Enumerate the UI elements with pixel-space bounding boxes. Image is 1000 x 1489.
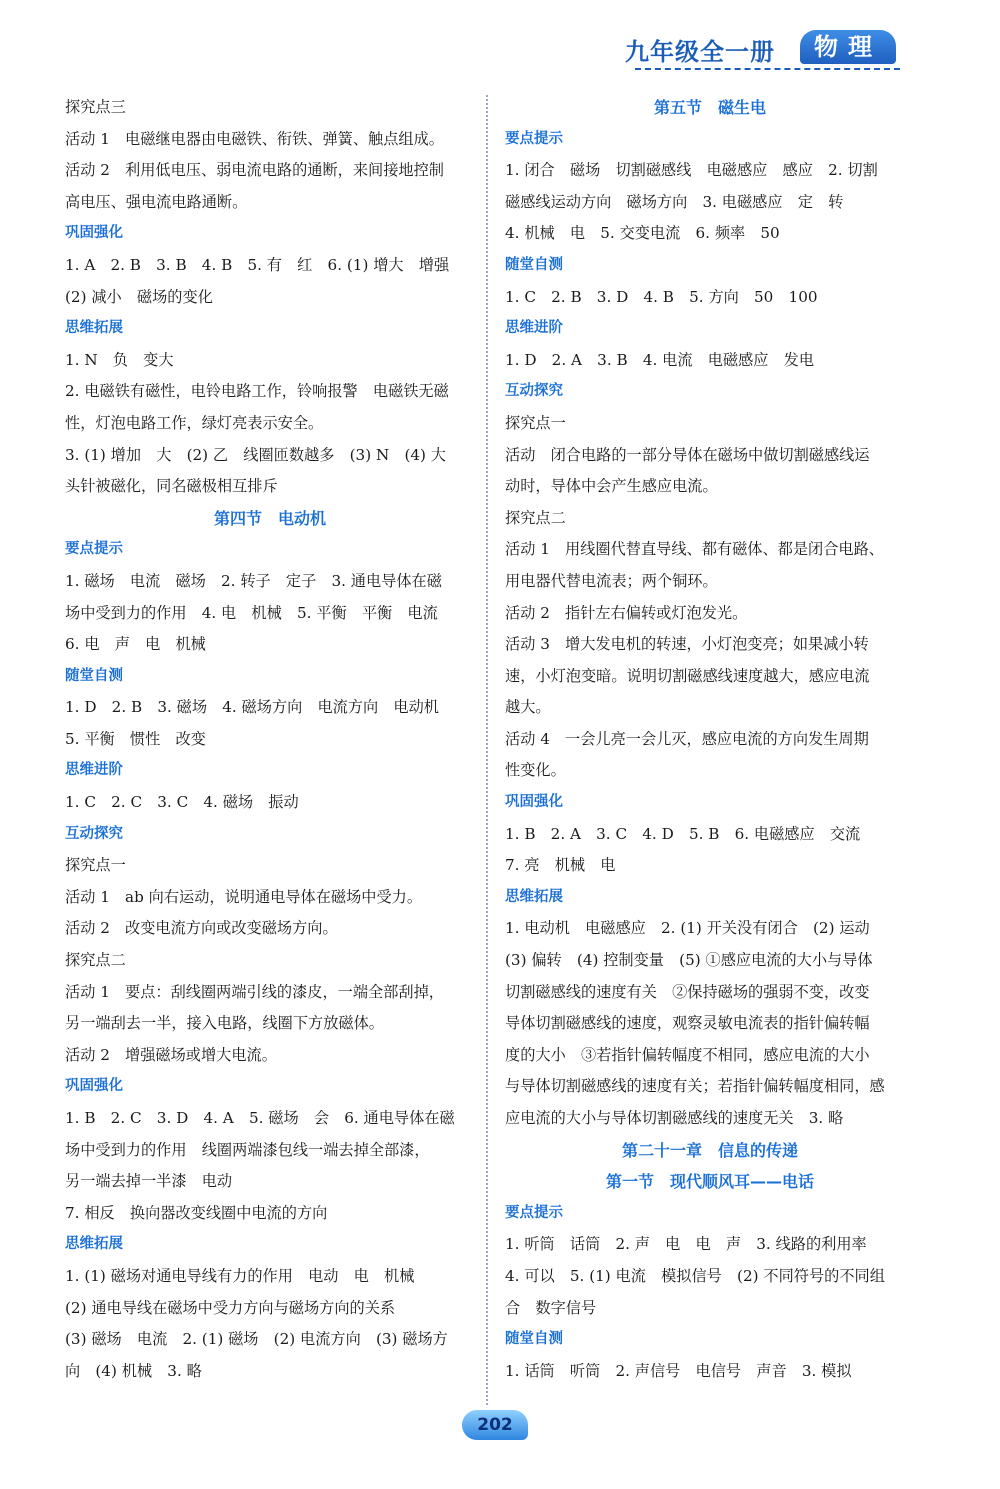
answer-line: 1. 电动机 电磁感应 2. (1) 开关没有闭合 (2) 运动 — [505, 919, 870, 938]
answer-line: 探究点一 — [65, 856, 126, 875]
section-subheading: 随堂自测 — [65, 667, 123, 684]
section-subheading: 思维进阶 — [505, 320, 563, 337]
answer-line: 4. 机械 电 5. 交变电流 6. 频率 50 — [505, 224, 780, 243]
answer-line: 1. 闭合 磁场 切割磁感线 电磁感应 感应 2. 切割 — [505, 161, 878, 180]
answer-line: 探究点二 — [505, 508, 566, 527]
answer-line: 1. B 2. C 3. D 4. A 5. 磁场 会 6. 通电导体在磁 — [65, 1109, 455, 1127]
answer-line: 切割磁感线的速度有关 ②保持磁场的强弱不变，改变 — [505, 982, 870, 1001]
section-subheading: 互动探究 — [505, 383, 563, 400]
answer-line: 头针被磁化，同名磁极相互排斥 — [65, 477, 278, 496]
section-title: 第五节 磁生电 — [653, 98, 766, 117]
grade-label: 九年级全一册 — [625, 38, 775, 66]
column-divider — [486, 95, 488, 1405]
section-subheading: 随堂自测 — [505, 256, 563, 273]
answer-line: 活动 1 电磁继电器由电磁铁、衔铁、弹簧、触点组成。 — [65, 129, 444, 148]
section-subheading: 互动探究 — [65, 825, 123, 842]
answer-line: 另一端去掉一半漆 电动 — [65, 1172, 233, 1191]
subject-tab: 物理 — [800, 30, 896, 64]
answer-line: 1. B 2. A 3. C 4. D 5. B 6. 电磁感应 交流 — [505, 824, 861, 843]
answer-line: 探究点二 — [65, 951, 126, 970]
answer-line: 活动 1 要点：刮线圈两端引线的漆皮，一端全部刮掉， — [65, 982, 444, 1001]
section-subheading: 要点提示 — [65, 541, 123, 558]
section-title: 第四节 电动机 — [213, 508, 326, 528]
answer-line: 动时，导体中会产生感应电流。 — [505, 477, 718, 496]
answer-line: 1. 话筒 听筒 2. 声信号 电信号 声音 3. 模拟 — [505, 1361, 852, 1380]
answer-line: 1. (1) 磁场对通电导线有力的作用 电动 电 机械 — [65, 1266, 415, 1285]
answer-line: 探究点一 — [505, 413, 566, 432]
section-title: 第二十一章 信息的传递 — [621, 1140, 798, 1160]
section-subheading: 要点提示 — [505, 1204, 563, 1221]
answer-line: (2) 通电导线在磁场中受力方向与磁场方向的关系 — [65, 1298, 396, 1317]
answer-line: 探究点三 — [65, 98, 126, 116]
answer-line: 活动 3 增大发电机的转速，小灯泡变亮；如果减小转 — [505, 635, 869, 654]
section-subheading: 思维拓展 — [65, 1236, 123, 1253]
answer-line: 性，灯泡电路工作，绿灯亮表示安全。 — [65, 413, 324, 432]
answer-line: 磁感线运动方向 磁场方向 3. 电磁感应 定 转 — [505, 192, 844, 211]
answer-line: 1. C 2. B 3. D 4. B 5. 方向 50 100 — [505, 287, 818, 306]
answer-line: 活动 2 增强磁场或增大电流。 — [65, 1045, 277, 1064]
answer-line: 速，小灯泡变暗。说明切割磁感线速度越大，感应电流 — [505, 666, 870, 685]
page-number: 202 — [462, 1410, 528, 1440]
answer-line: 1. A 2. B 3. B 4. B 5. 有 红 6. (1) 增大 增强 — [65, 255, 450, 274]
answer-line: 1. 磁场 电流 磁场 2. 转子 定子 3. 通电导体在磁 — [65, 571, 442, 590]
answer-line: 2. 电磁铁有磁性，电铃电路工作，铃响报警 电磁铁无磁 — [65, 382, 449, 401]
answer-line: 6. 电 声 电 机械 — [65, 635, 206, 654]
answer-line: 越大。 — [505, 698, 551, 717]
answer-line: 1. D 2. A 3. B 4. 电流 电磁感应 发电 — [505, 350, 815, 369]
answer-line: 与导体切割磁感线的速度有关；若指针偏转幅度相同，感 — [505, 1077, 885, 1096]
answer-line: 场中受到力的作用 4. 电 机械 5. 平衡 平衡 电流 — [65, 603, 438, 622]
answer-line: 向 (4) 机械 3. 略 — [65, 1361, 202, 1380]
answer-line: 活动 1 ab 向右运动，说明通电导体在磁场中受力。 — [65, 887, 423, 906]
answer-line: 另一端刮去一半，接入电路，线圈下方放磁体。 — [65, 1014, 384, 1033]
answer-line: 性变化。 — [505, 761, 566, 780]
answer-line: 活动 2 改变电流方向或改变磁场方向。 — [65, 919, 338, 938]
header-underline — [635, 68, 900, 70]
answer-line: 导体切割磁感线的速度，观察灵敏电流表的指针偏转幅 — [505, 1014, 870, 1033]
answer-line: 场中受到力的作用 线圈两端漆包线一端去掉全部漆， — [65, 1140, 430, 1159]
section-subheading: 巩固强化 — [505, 794, 563, 811]
answer-line: 4. 可以 5. (1) 电流 模拟信号 (2) 不同符号的不同组 — [505, 1266, 885, 1285]
answer-line: 合 数字信号 — [505, 1298, 597, 1317]
answer-line: 5. 平衡 惯性 改变 — [65, 729, 206, 748]
section-subheading: 思维拓展 — [65, 320, 123, 337]
section-subheading: 思维拓展 — [505, 888, 563, 905]
answer-line: (3) 磁场 电流 2. (1) 磁场 (2) 电流方向 (3) 磁场方 — [65, 1330, 448, 1349]
section-subheading: 巩固强化 — [65, 1078, 123, 1095]
answer-line: 活动 闭合电路的一部分导体在磁场中做切割磁感线运 — [505, 445, 870, 464]
answer-line: 应电流的大小与导体切割磁感线的速度无关 3. 略 — [505, 1109, 844, 1127]
page-header — [620, 30, 920, 72]
answer-line: 3. (1) 增加 大 (2) 乙 线圈匝数越多 (3) N (4) 大 — [65, 445, 446, 464]
answer-line: 活动 2 利用低电压、弱电流电路的通断，来间接地控制 — [65, 161, 444, 180]
answer-line: 7. 相反 换向器改变线圈中电流的方向 — [65, 1203, 328, 1222]
answer-line: 活动 1 用线圈代替直导线、都有磁体、都是闭合电路、 — [505, 540, 884, 559]
answer-line: 1. 听筒 话筒 2. 声 电 电 声 3. 线路的利用率 — [505, 1235, 867, 1254]
section-subheading: 随堂自测 — [505, 1331, 563, 1348]
section-subheading: 巩固强化 — [65, 225, 123, 242]
right-column — [505, 92, 915, 1387]
answer-line: 1. N 负 变大 — [65, 350, 174, 369]
answer-line: 用电器代替电流表；两个铜环。 — [505, 571, 718, 590]
section-subheading: 要点提示 — [505, 130, 563, 147]
answer-line: 7. 亮 机械 电 — [505, 856, 616, 875]
section-subheading: 思维进阶 — [65, 762, 123, 779]
left-column — [65, 92, 475, 1387]
answer-line: (3) 偏转 (4) 控制变量 (5) ①感应电流的大小与导体 — [505, 951, 873, 970]
answer-line: 高电压、强电流电路通断。 — [65, 192, 248, 211]
answer-line: 活动 2 指针左右偏转或灯泡发光。 — [505, 603, 748, 622]
section-title: 第一节 现代顺风耳——电话 — [605, 1172, 814, 1192]
answer-line: (2) 减小 磁场的变化 — [65, 287, 213, 306]
answer-line: 活动 4 一会儿亮一会儿灭，感应电流的方向发生周期 — [505, 729, 869, 748]
answer-line: 1. C 2. C 3. C 4. 磁场 振动 — [65, 793, 299, 812]
answer-line: 1. D 2. B 3. 磁场 4. 磁场方向 电流方向 电动机 — [65, 698, 439, 717]
answer-line: 度的大小 ③若指针偏转幅度不相同，感应电流的大小 — [505, 1045, 870, 1064]
